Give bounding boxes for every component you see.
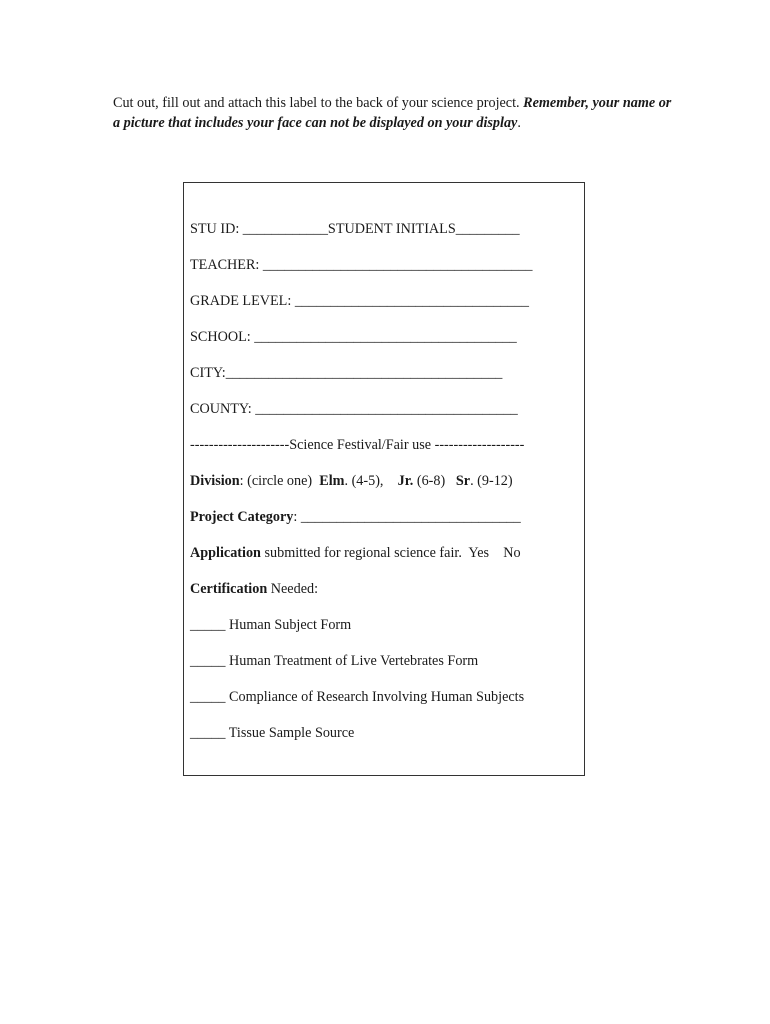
division-jr-range: (6-8) <box>413 473 456 489</box>
division-row <box>190 472 513 490</box>
city-field[interactable]: CITY:_______________________________________ <box>190 365 503 381</box>
school-field[interactable]: SCHOOL: _____________________________________ <box>190 329 517 345</box>
teacher-field[interactable]: TEACHER: ______________________________________ <box>190 257 533 273</box>
division-sr[interactable]: Sr <box>455 473 471 489</box>
fair-use-divider: ---------------------Science Festival/Fair use ------------------- <box>190 437 525 453</box>
checklist-item-live-vertebrates[interactable]: _____ Human Treatment of Live Vertebrates Form <box>190 653 479 669</box>
checklist-item-human-subject[interactable]: _____ Human Subject Form <box>190 617 352 633</box>
division-label: Division <box>190 473 240 489</box>
checklist-item-tissue-sample[interactable]: _____ Tissue Sample Source <box>190 725 355 741</box>
application-row <box>190 544 521 562</box>
division-elm[interactable]: Elm <box>319 473 345 489</box>
project-category-label: Project Category <box>190 509 294 525</box>
stu-id-field[interactable]: STU ID: ____________STUDENT INITIALS_________ <box>190 221 520 237</box>
project-category-field[interactable] <box>190 508 521 526</box>
instructions-emphasis: Remember, your name or a picture that includes your face can not be displayed on your display <box>113 95 672 131</box>
grade-level-field[interactable]: GRADE LEVEL: _________________________________ <box>190 293 529 309</box>
division-jr[interactable]: Jr. <box>397 473 414 489</box>
county-field[interactable]: COUNTY: _____________________________________ <box>190 401 518 417</box>
instructions-text <box>113 93 673 133</box>
application-text: submitted for regional science fair. Yes No <box>260 545 521 561</box>
instructions-plain: Cut out, fill out and attach this label to the back of your science project. <box>113 95 524 111</box>
division-sr-range: . (9-12) <box>470 473 513 489</box>
certification-label: Certification <box>190 581 268 597</box>
division-elm-range: . (4-5), <box>344 473 398 489</box>
division-instruction: : (circle one) <box>239 473 320 489</box>
application-label: Application <box>190 545 261 561</box>
certification-text: Needed: <box>267 581 319 597</box>
checklist-item-compliance[interactable]: _____ Compliance of Research Involving Human Subjects <box>190 689 525 705</box>
instructions-end: . <box>517 115 521 131</box>
certification-row <box>190 580 318 598</box>
project-category-line[interactable]: : _______________________________ <box>293 509 521 525</box>
